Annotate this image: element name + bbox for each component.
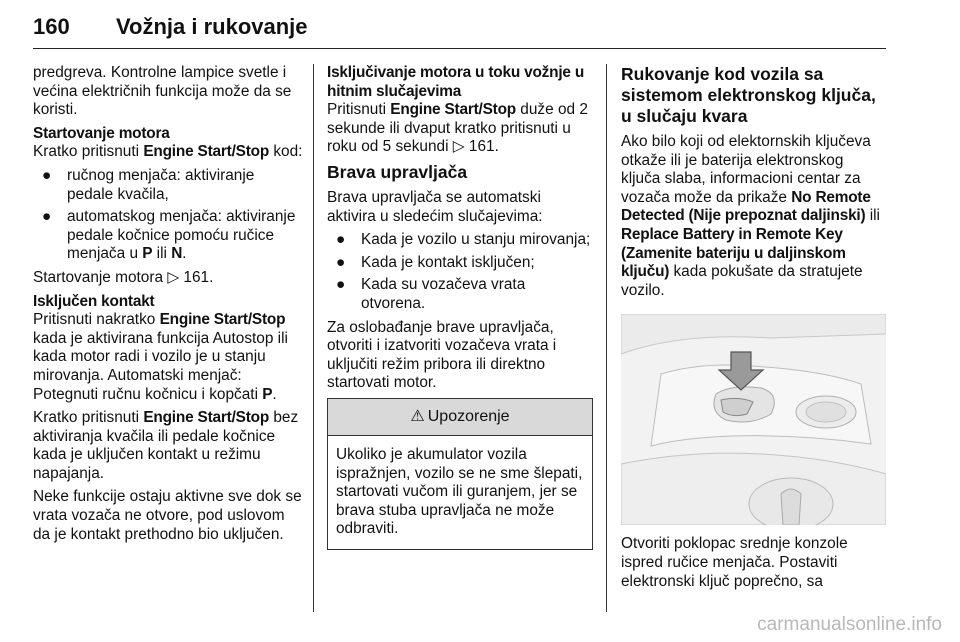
console-drawing	[621, 314, 886, 525]
steering-lock-intro: Brava upravljača se automatski aktivira u sledećim slučajevima:	[327, 188, 543, 225]
warning-title: Upozorenje	[427, 407, 510, 425]
start-bullet-list	[33, 167, 303, 264]
start-heading: Startovanje motora	[33, 124, 170, 142]
start-text-pre: Kratko pritisnuti	[33, 143, 144, 161]
warning-text: Ukoliko je akumulator vozila ispražnjen, vozilo se ne sme šlepati, startovati vučom ili guranjem, jer se brava stuba upravljača ne može odbraviti.	[336, 445, 583, 538]
page-header	[33, 14, 886, 49]
instruction-paragraph: Otvoriti poklopac srednje konzole ispred ručice menjača. Postaviti elektronski ključ poprečno, sa	[621, 535, 848, 590]
list-item: ● ručnog menjača: aktiviranje pedale kvačila,	[42, 166, 255, 203]
list-item: ● automatskog menjača: aktiviranje pedale kočnice pomoću ručice menjača u P ili N.	[42, 208, 296, 263]
column-divider	[313, 64, 314, 612]
reference-arrow-icon: ▷	[167, 268, 180, 286]
start-text-post: kod:	[269, 143, 303, 161]
list-item: ● Kada su vozačeva vrata otvorena.	[336, 276, 526, 312]
emergency-heading: Isključivanje motora u toku vožnje u hitnim slučajevima	[327, 64, 585, 100]
reference-arrow-icon: ▷	[452, 138, 465, 156]
steering-lock-list	[327, 231, 593, 313]
last-paragraph: Neke funkcije ostaju aktivne sve dok se vrata vozača ne otvore, pod uslovom da je kontakt prethodno bio uključen.	[33, 488, 302, 543]
steering-lock-heading: Brava upravljača	[327, 161, 468, 182]
page-number: 160	[33, 14, 70, 39]
start-button-name: Engine Start/Stop	[143, 143, 270, 161]
column-2	[327, 64, 593, 550]
off-section: Isključen kontakt Pritisnuti nakratko Engine Start/Stop kada je aktivirana funkcija Autostop ili kada motor radi i vozilo je u stanju mirovanja. Automatski menjač: Potegnuti ručnu kočnicu i kopčati P.	[33, 292, 288, 403]
column-3	[621, 64, 886, 596]
page-title: Vožnja i rukovanje	[116, 14, 308, 39]
intro-paragraph: predgreva. Kontrolne lampice svetle i većina električnih funkcija može da se koristi.	[33, 64, 292, 119]
list-item: ● Kada je kontakt isključen;	[336, 253, 535, 271]
unlock-paragraph: Za oslobađanje brave upravljača, otvoriti i izatvoriti vozačeva vrata i uključiti režim pribora ili direktno startovati motor.	[327, 318, 557, 392]
list-item: ● Kada je vozilo u stanju mirovanja;	[336, 231, 591, 249]
console-key-illustration	[621, 314, 886, 525]
off-heading: Isključen kontakt	[33, 292, 155, 310]
emergency-section: Isključivanje motora u toku vožnje u hitnim slučajevima Pritisnuti Engine Start/Stop duže od 2 sekunde ili dvaput kratko pritisnuti u roku od 5 sekundi ▷ 161.	[327, 64, 588, 156]
watermark: carmanualsonline.info	[757, 614, 942, 635]
fault-heading: Rukovanje kod vozila sa sistemom elektronskog ključa, u slučaju kvara	[621, 64, 876, 126]
start-section	[33, 125, 303, 162]
warning-header	[328, 399, 592, 436]
warning-triangle-icon: ⚠	[410, 407, 425, 425]
start-reference[interactable]: Startovanje motora ▷ 161.	[33, 268, 214, 286]
fault-paragraph: Ako bilo koji od elektornskih ključeva otkaže ili je baterija elektronskog ključa slaba, informacioni centar za vozača može da prikaže No Remote Detected (Nije prepoznat daljinski) ili Replace Battery in Remote Key (Zamenite bateriju u daljinskom ključu) kada pokušate da stratujete vozilo.	[621, 133, 880, 299]
column-divider	[606, 64, 607, 612]
warning-box	[327, 398, 593, 550]
off-paragraph-2: Kratko pritisnuti Engine Start/Stop bez aktiviranja kvačila ili pedale kočnice kada je uključen kontakt u režimu napajanja.	[33, 409, 299, 482]
column-1	[33, 64, 303, 549]
